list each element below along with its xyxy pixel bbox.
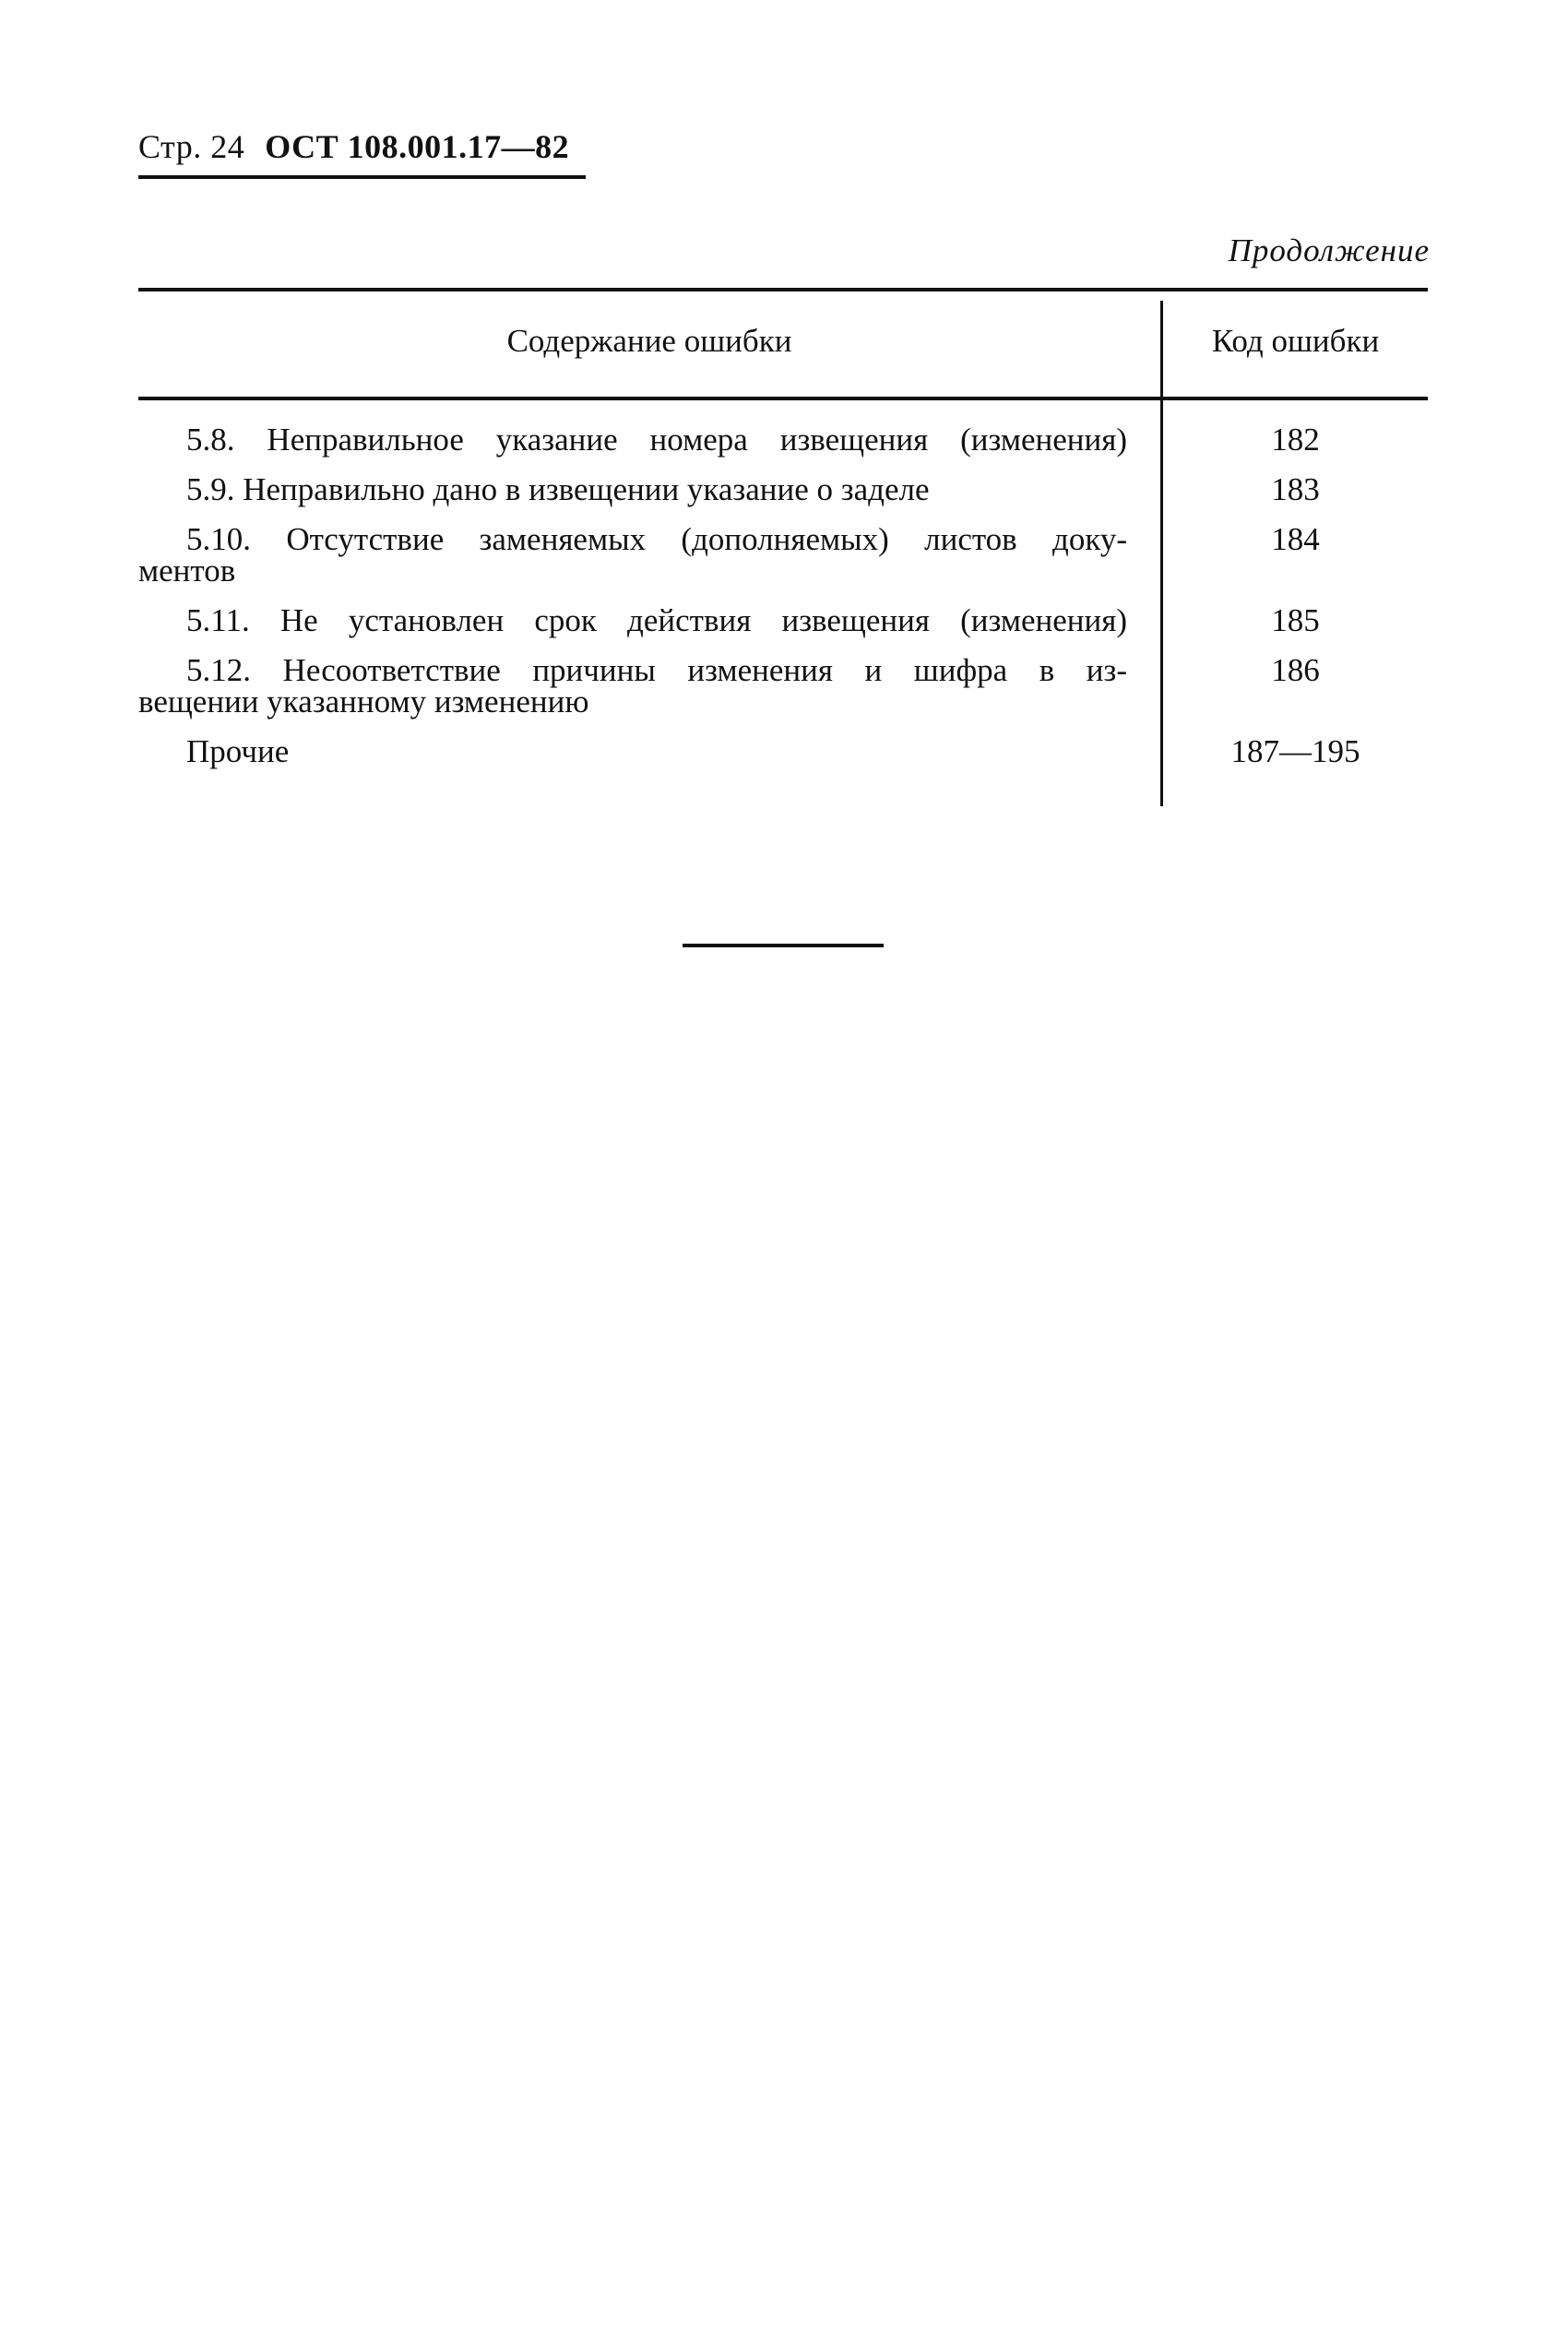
row-text-line: 5.8. Неправильное указание номера извещения (изменения) [186,422,1127,458]
column-header-content: Содержание ошибки [506,323,792,359]
continuation-label: Продолжение [1228,232,1430,268]
row-content [138,733,1127,769]
page-number: Стр. 24 [138,128,245,165]
row-text-line: 5.11. Не установлен срок действия извещения (изменения) [186,602,1127,638]
row-text-line: Прочие [186,733,290,769]
header-underline [138,175,586,179]
row-content [138,652,1127,720]
row-content [138,602,1127,638]
row-content [138,424,1127,456]
table-top-rule [138,288,1428,291]
page-header [138,127,569,166]
row-code: 184 [1271,521,1320,557]
column-header-code: Код ошибки [1211,323,1380,359]
row-code: 185 [1271,602,1320,638]
end-of-section-rule [683,944,884,947]
row-code: 182 [1271,422,1320,458]
row-text-continuation: вещении указанному изменению [138,684,589,720]
row-content [138,521,1127,589]
row-text-line: 5.12. Несоответствие причины изменения и шифра в из- [186,652,1127,688]
row-content [138,471,1127,507]
standard-code: ОСТ 108.001.17—82 [265,128,570,165]
row-text-continuation: ментов [138,553,236,589]
row-code: 187—195 [1230,733,1360,769]
table-header-rule [138,397,1428,400]
row-text-line: 5.9. Неправильно дано в извещении указание о заделе [186,471,930,507]
row-code: 183 [1271,471,1320,507]
row-text-line: 5.10. Отсутствие заменяемых (дополняемых) листов доку- [186,521,1127,557]
row-code: 186 [1271,652,1320,688]
